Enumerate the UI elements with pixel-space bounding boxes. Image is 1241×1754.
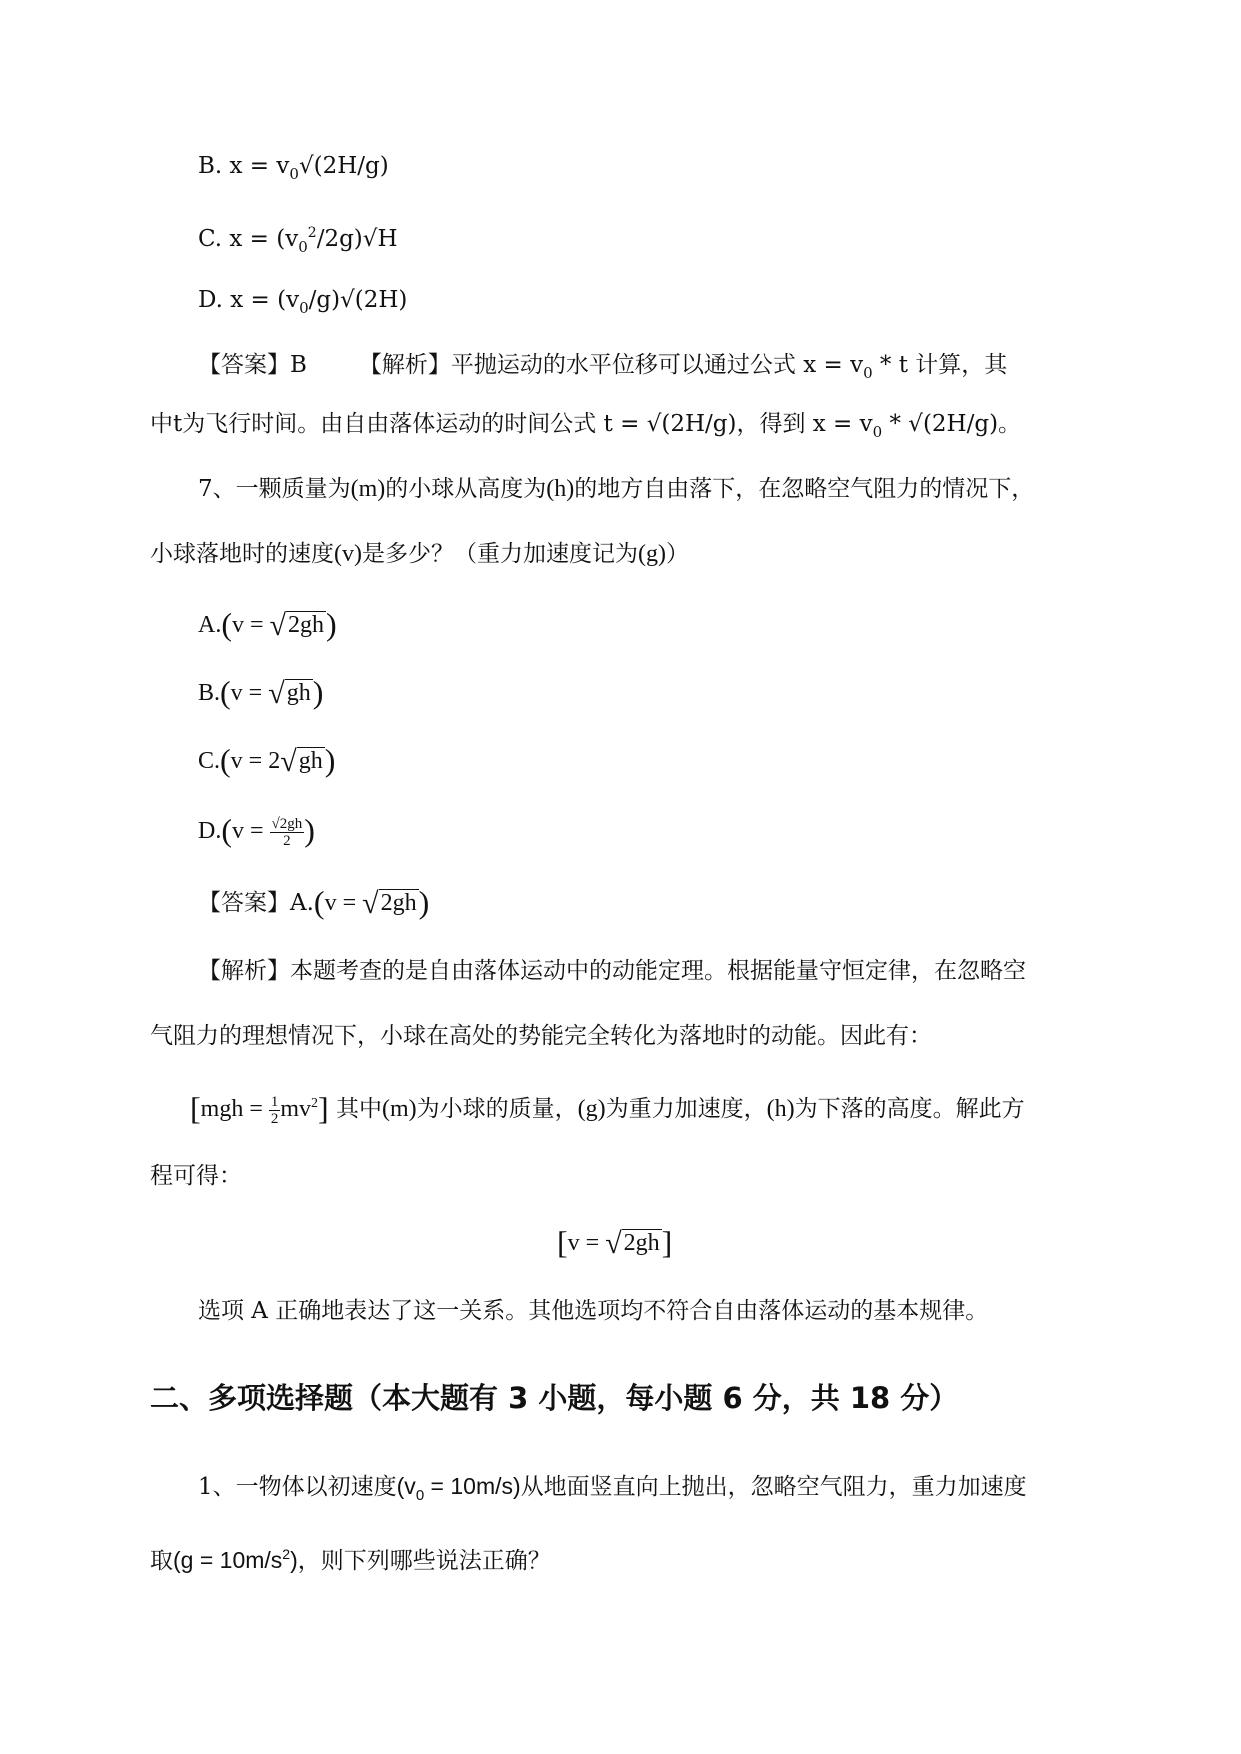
math-var: (v) [334,541,362,567]
numerator: 1 [270,1093,279,1110]
q6-option-d [198,284,407,324]
option-label: D. [198,818,222,844]
stem-text: 是多少？（重力加速度记为 [361,541,638,567]
stem-text: 小球落地时的速度 [150,541,334,567]
q7-stem-line2 [150,538,689,570]
option-text: B. x = v [198,153,290,179]
subscript: 0 [289,165,299,183]
q7-option-d: D.(v = $\frac{√2gh}{2}$ ) [198,812,315,849]
option-label: B. [198,680,221,706]
math-var: (h) [766,1096,795,1122]
analysis-text: * √(2H/g)。 [882,411,1022,437]
stem-text: ，则下列哪些说法正确？ [297,1548,551,1574]
analysis-text: 为重力加速度， [605,1096,767,1122]
q6-option-c [198,217,398,263]
option-text: C. x = (v [198,226,299,252]
stem-text: 1、一物体以初速度 [198,1474,397,1500]
denominator: 2 [270,1110,279,1127]
radicand: 2gh [380,890,417,916]
math-text: mv [280,1096,312,1122]
math-var: (g) [637,541,666,567]
denominator: 2 [283,832,291,849]
answer-label: 【答案】B [198,352,307,378]
analysis-text: 【解析】本题考查的是自由落体运动中的动能定理。根据能量守恒定律，在忽略空 [198,958,1026,984]
stem-text: 7、一颗质量为 [198,476,351,502]
sqrt-expression: √2gh [269,609,325,642]
math-text: v = [324,890,357,916]
math-text: v = [232,612,264,638]
superscript: 2 [307,225,317,241]
mq1-stem-line1 [198,1470,1027,1512]
q7-answer: 【答案】A.(v = √2gh) [198,884,430,920]
analysis-text: 气阻力的理想情况下，小球在高处的势能完全转化为落地时的动能。因此有： [150,1023,932,1049]
analysis-text: * t 计算，其 [872,352,1008,378]
math-expression: $(v_0 = 10m/s)$ [396,1473,521,1504]
option-label: C. [198,748,221,774]
subscript: 0 [298,238,308,256]
analysis-text: 【解析】平抛运动的水平位移可以通过公式 x = v [358,352,864,378]
radicand: gh [298,748,323,774]
math-text: mgh = [200,1096,263,1122]
stem-text: 取 [150,1548,173,1574]
q6-answer [198,349,1007,389]
radicand: 2gh [288,612,325,638]
sqrt-expression: √gh [280,745,323,778]
conclusion-text: 选项 A 正确地表达了这一关系。其他选项均不符合自由落体运动的基本规律。 [198,1298,989,1324]
option-text: √(2H/g) [298,153,389,179]
math-var: (m) [382,1096,417,1122]
math-var: (m) [350,476,386,502]
sqrt-expression: √gh [268,677,311,710]
analysis-text: 中t为飞行时间。由自由落体运动的时间公式 t = √(2H/g)，得到 x = v [150,411,873,437]
mq1-stem-line2 [150,1538,551,1577]
math-text: v = 2 [230,748,281,774]
math-var: (g) [577,1096,606,1122]
q7-conclusion [198,1295,988,1327]
math-text: v = [230,680,263,706]
subscript: 0 [863,364,873,382]
q7-result-equation: [v = √2gh] [557,1224,673,1260]
q7-option-b: B.(v = √gh) [198,674,324,710]
fraction [269,1094,281,1127]
q7-analysis-line3: [mgh = $\frac{1}{2}$ $mv^2$] 其中(m)为小球的质量，(g)为重力加速度，(h)为下落的高度。解此方 [190,1090,1025,1127]
option-text: /2g)√H [316,226,398,252]
q7-analysis-line4 [150,1160,242,1192]
q7-stem-line1 [198,473,1034,505]
numerator: √2gh [271,815,303,832]
option-text: D. x = (v [198,287,300,313]
stem-text: ） [665,541,689,567]
sqrt-expression: √2gh [362,887,417,920]
stem-text: 的地方自由落下，在忽略空气阻力的情况下， [574,476,1035,502]
q7-analysis-line2 [150,1020,932,1052]
option-text: /g)√(2H) [308,287,408,313]
option-label: A. [198,612,222,638]
subscript: 0 [299,299,309,317]
q6-option-b [198,150,389,190]
math-text: v = [232,818,264,844]
analysis-text: 其中 [328,1096,382,1122]
analysis-text: 程可得： [150,1163,242,1189]
math-var: (h) [546,476,575,502]
q7-option-c: C.(v = 2√gh) [198,742,336,778]
math-expression: $(g = 10m/s^2)$ [173,1546,298,1573]
analysis-text: 为小球的质量， [416,1096,578,1122]
section-heading: 二、多项选择题（本大题有 3 小题，每小题 6 分，共 18 分） [150,1381,959,1415]
q7-option-a: A.(v = √2gh) [198,606,337,642]
math-text: v = [567,1230,600,1256]
stem-text: 的小球从高度为 [385,476,547,502]
fraction [270,816,305,849]
subscript: 0 [872,423,883,441]
analysis-text: 为下落的高度。解此方 [794,1096,1025,1122]
superscript: 2 [311,1096,319,1111]
q7-analysis-line1 [198,955,1026,987]
radicand: 2gh [623,1230,660,1256]
radicand: gh [286,680,311,706]
answer-label: 【答案】A. [198,890,314,916]
sqrt-expression: √2gh [605,1227,660,1260]
stem-text: 从地面竖直向上抛出，忽略空气阻力，重力加速度 [520,1474,1027,1500]
q6-analysis-line2 [150,408,1021,448]
